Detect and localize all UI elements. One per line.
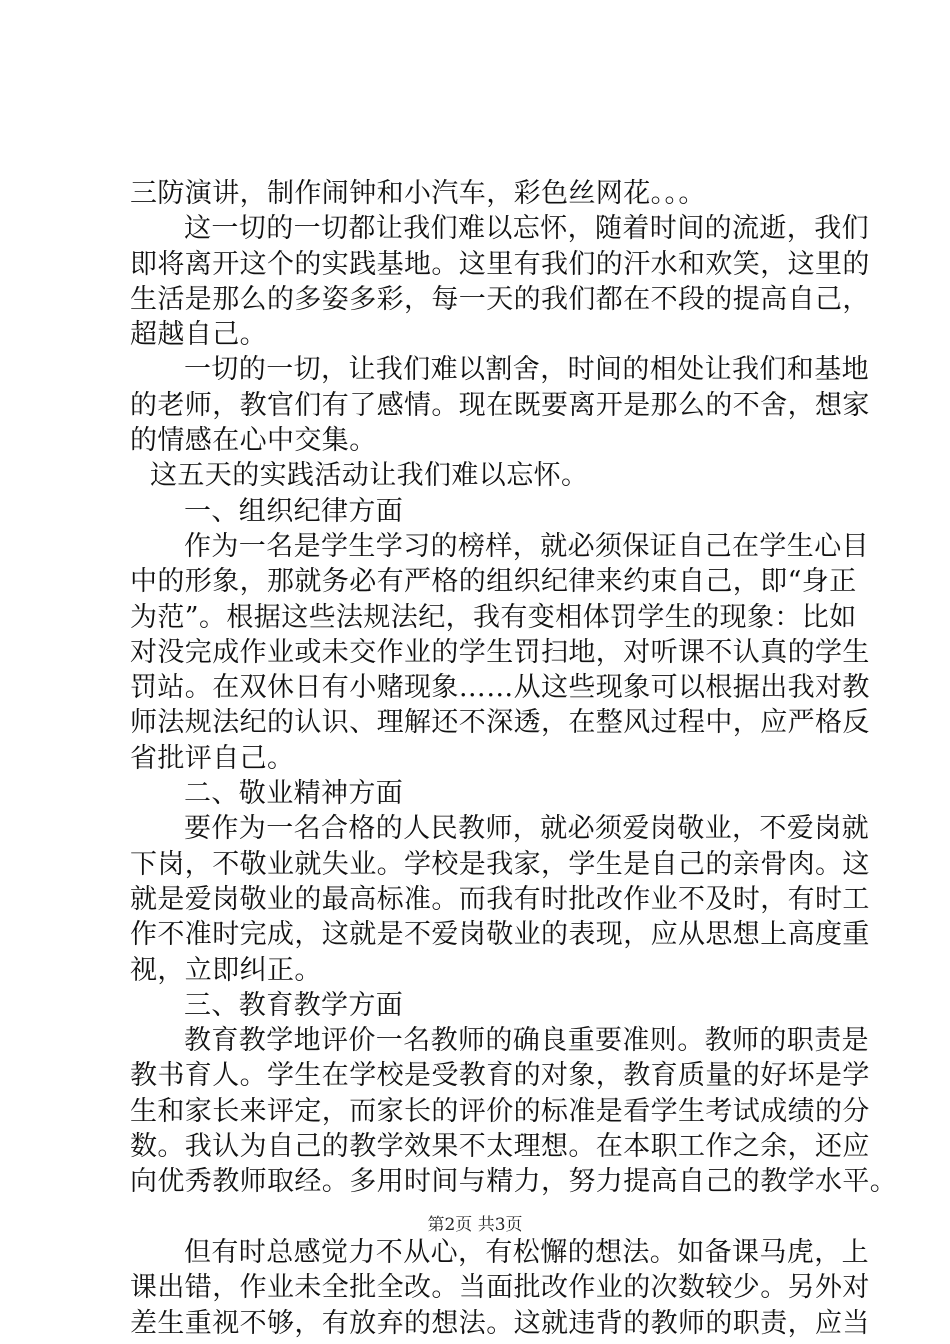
text-line: 要作为一名合格的人民教师，就必须爱岗敬业，不爱岗就 <box>184 813 869 845</box>
text-line: 作为一名是学生学习的榜样，就必须保证自己在学生心目 <box>184 530 869 562</box>
section-heading: 一、组织纪律方面 <box>184 495 404 527</box>
text-line: 即将离开这个的实践基地。这里有我们的汗水和欢笑，这里的 <box>130 248 870 280</box>
text-line: 下岗，不敬业就失业。学校是我家，学生是自己的亲骨肉。这 <box>130 848 870 880</box>
page-number: 第2页 共3页 <box>427 1215 523 1235</box>
text-line: 数。我认为自己的教学效果不太理想。在本职工作之余，还应 <box>130 1131 870 1163</box>
section-heading: 三、教育教学方面 <box>184 989 404 1021</box>
text-line: 生和家长来评定，而家长的评价的标准是看学生考试成绩的分 <box>130 1095 870 1127</box>
text-line: 教育教学地评价一名教师的确良重要准则。教师的职责是 <box>184 1025 869 1057</box>
text-line: 教书育人。学生在学校是受教育的对象，教育质量的好坏是学 <box>130 1060 870 1092</box>
text-line: 的情感在心中交集。 <box>130 425 377 457</box>
text-line: 课出错，作业未全批全改。当面批改作业的次数较少。另外对 <box>130 1272 870 1304</box>
text-line: 中的形象，那就务必有严格的组织纪律来约束自己，即“身正 <box>130 566 857 598</box>
text-line: 对没完成作业或未交作业的学生罚扫地，对听课不认真的学生 <box>130 636 870 668</box>
text-line: 的老师，教官们有了感情。现在既要离开是那么的不舍，想家 <box>130 389 870 421</box>
text-line: 罚站。在双休日有小赌现象……从这些现象可以根据出我对教 <box>130 672 870 704</box>
page-footer <box>0 1214 950 1236</box>
text-line: 但有时总感觉力不从心，有松懈的想法。如备课马虎，上 <box>184 1236 869 1268</box>
text-line: 为范”。根据这些法规法纪，我有变相体罚学生的现象：比如 <box>130 601 857 633</box>
text-line: 三防演讲，制作闹钟和小汽车，彩色丝网花。。。 <box>130 178 706 209</box>
text-line: 这五天的实践活动让我们难以忘怀。 <box>150 460 589 492</box>
text-line: 向优秀教师取经。多用时间与精力，努力提高自己的教学水平。 <box>130 1166 898 1198</box>
text-line: 师法规法纪的认识、理解还不深透，在整风过程中，应严格反 <box>130 707 870 739</box>
text-line: 一切的一切，让我们难以割舍，时间的相处让我们和基地 <box>184 354 869 386</box>
text-line: 视，立即纠正。 <box>130 954 322 986</box>
text-line: 作不准时完成，这就是不爱岗敬业的表现，应从思想上高度重 <box>130 919 870 951</box>
text-line: 这一切的一切都让我们难以忘怀，随着时间的流逝，我们 <box>184 213 869 245</box>
document-body <box>130 176 898 1341</box>
text-line: 生活是那么的多姿多彩，每一天的我们都在不段的提高自己， <box>130 283 870 315</box>
text-line: 差生重视不够，有放弃的想法。这就违背的教师的职责，应当 <box>130 1307 870 1339</box>
section-heading: 二、敬业精神方面 <box>184 778 404 810</box>
text-line: 超越自己。 <box>130 319 267 351</box>
text-line: 就是爱岗敬业的最高标准。而我有时批改作业不及时，有时工 <box>130 883 870 915</box>
text-line: 省批评自己。 <box>130 742 295 774</box>
